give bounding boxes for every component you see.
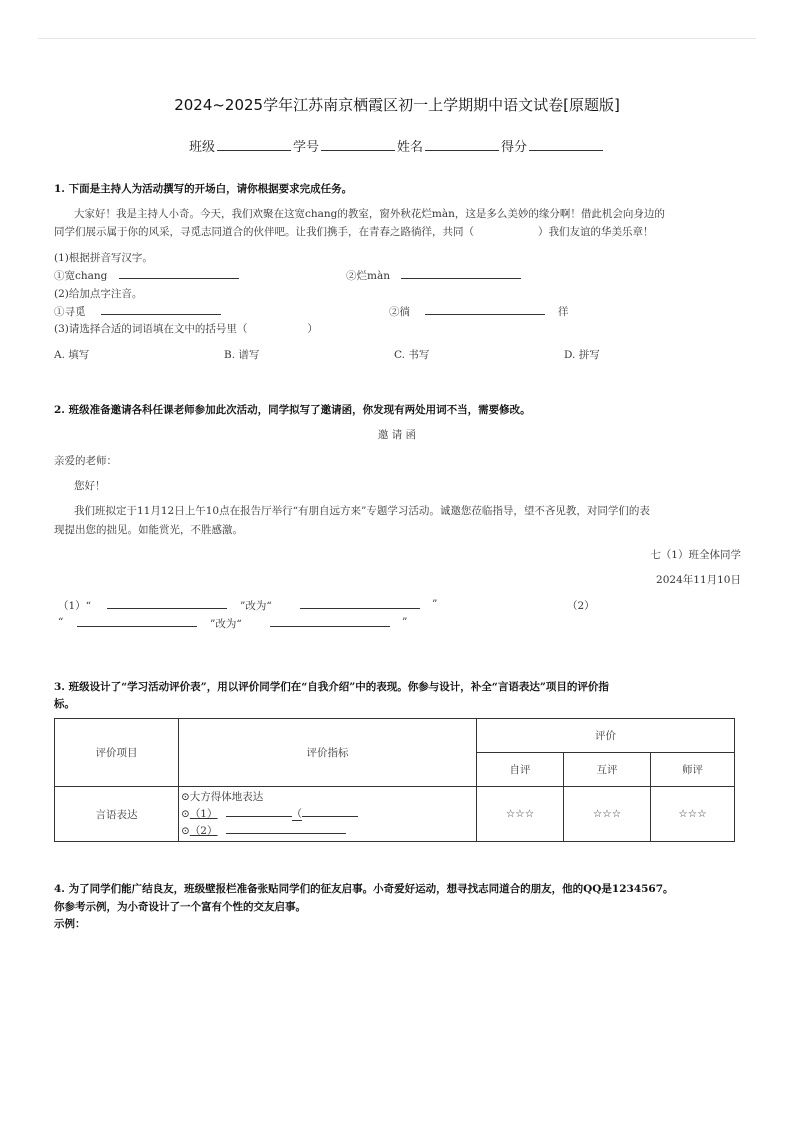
q1-sub2-b: ②徜 — [389, 306, 410, 318]
id-blank[interactable] — [321, 138, 395, 151]
indicator-3-label: （2） — [189, 824, 218, 837]
self-rating-stars[interactable]: ☆☆☆ — [477, 787, 564, 842]
id-label: 学号 — [292, 140, 319, 155]
top-divider — [38, 38, 756, 39]
q1-sub3-b: ） — [307, 323, 318, 335]
q1-option-d[interactable]: D. 拼写 — [564, 349, 600, 361]
q1-option-c[interactable]: C. 书写 — [394, 349, 430, 361]
q2-fix2-blank-a[interactable] — [77, 616, 197, 627]
q2-fix2-blank-b[interactable] — [270, 616, 390, 627]
q2-body-line1: 我们班拟定于11月12日上午10点在报告厅举行“有朋自远方来”专题学习活动。诚邀您莅临指导，望不吝见教，对同学们的表 — [74, 505, 650, 517]
q1-para-line2-b: ）我们友谊的华美乐章！ — [538, 226, 654, 238]
q2-fix2-label: （2） — [567, 600, 595, 612]
q2-salutation: 亲爱的老师： — [54, 455, 117, 467]
score-label: 得分 — [501, 140, 528, 155]
q1-para-line1: 大家好！我是主持人小奇。今天，我们欢聚在这宽chang的教室，窗外秋花烂màn，这是多么美妙的缘分啊！借此机会向身边的 — [74, 208, 665, 220]
q1-para-line2-a: 同学们展示属于你的风采，寻觅志同道合的伙伴吧。让我们携手，在青春之路徜徉，共同（ — [54, 226, 474, 238]
q4-example-label: 示例： — [54, 918, 86, 930]
sub-teacher-header: 师评 — [651, 753, 735, 787]
indicator-2-blank-a[interactable] — [226, 806, 292, 817]
indicator-cell — [179, 787, 477, 842]
q1-sub2-a-blank[interactable] — [101, 304, 221, 315]
q1-sub1-a: ①宽chang — [54, 270, 108, 282]
q1-sub3-a: (3)请选择合适的词语填在文中的括号里（ — [54, 323, 248, 335]
q1-sub3 — [54, 321, 318, 336]
q1-sub2-a: ①寻觅 — [54, 306, 86, 318]
q2-body-line2: 现提出您的拙见。如能赏光，不胜感激。 — [54, 524, 243, 536]
q2-fix2-open: “ — [58, 616, 64, 628]
indicator-1: ⊙大方得体地表达 — [181, 790, 264, 803]
col-item-header: 评价项目 — [55, 719, 179, 787]
q1-option-a[interactable]: A. 填写 — [54, 349, 90, 361]
peer-rating-stars[interactable]: ☆☆☆ — [564, 787, 651, 842]
col-index-header: 评价指标 — [179, 719, 477, 787]
q2-fix1-open: （1）“ — [58, 600, 92, 612]
q2-heading: 2. 班级准备邀请各科任课老师参加此次活动，同学拟写了邀请函，你发现有两处用词不当，需要修改。 — [54, 404, 531, 416]
q1-sub1: (1)根据拼音写汉字。 — [54, 252, 153, 264]
q2-fix1-blank-b[interactable] — [300, 598, 420, 609]
q2-fix2-mid: ”改为“ — [210, 618, 242, 630]
q3-heading-line2: 标。 — [54, 698, 75, 710]
q1-sub2-b-blank[interactable] — [425, 304, 545, 315]
row-item-label: 言语表达 — [55, 787, 179, 842]
q2-fix2-close: ” — [402, 616, 408, 628]
q1-para-line2 — [54, 224, 654, 239]
indicator-3-prefix: ⊙ — [181, 824, 190, 837]
indicator-2 — [181, 806, 476, 823]
student-info-line — [0, 136, 794, 155]
q1-sub1-b-blank[interactable] — [401, 268, 521, 279]
q2-date: 2024年11月10日 — [656, 574, 741, 586]
class-blank[interactable] — [217, 138, 291, 151]
q1-option-b[interactable]: B. 谱写 — [224, 349, 260, 361]
q4-heading-line1: 4. 为了同学们能广结良友，班级壁报栏准备张贴同学们的征友启事。小奇爱好运动，想寻找志同道合的朋友，他的QQ是1234567。 — [54, 883, 674, 895]
sub-peer-header: 互评 — [564, 753, 651, 787]
teacher-rating-stars[interactable]: ☆☆☆ — [651, 787, 735, 842]
q4-heading-line2: 你参考示例，为小奇设计了一个富有个性的交友启事。 — [54, 901, 306, 913]
indicator-3 — [181, 823, 476, 840]
class-label: 班级 — [188, 140, 215, 155]
q2-greeting: 您好！ — [74, 480, 106, 492]
evaluation-table — [54, 718, 735, 842]
q2-fix1-mid: ”改为“ — [240, 600, 272, 612]
page-title: 2024~2025学年江苏南京栖霞区初一上学期期中语文试卷[原题版] — [174, 96, 620, 114]
q1-sub2-b-tail: 徉 — [558, 306, 569, 318]
indicator-2-prefix: ⊙ — [181, 807, 190, 820]
q1-heading: 1. 下面是主持人为活动撰写的开场白，请你根据要求完成任务。 — [54, 183, 353, 195]
q2-signature: 七（1）班全体同学 — [650, 549, 741, 561]
indicator-3-blank[interactable] — [226, 823, 346, 834]
sub-self-header: 自评 — [477, 753, 564, 787]
name-blank[interactable] — [425, 138, 499, 151]
indicator-2-label: （1） — [189, 807, 218, 820]
name-label: 姓名 — [397, 140, 424, 155]
q2-letter-title: 邀 请 函 — [377, 429, 417, 441]
indicator-2-paren: （ — [291, 807, 302, 820]
q3-heading-line1: 3. 班级设计了“学习活动评价表”，用以评价同学们在“自我介绍”中的表现。你参与设计，补全“言语表达”项目的评价指 — [54, 681, 609, 693]
score-blank[interactable] — [529, 138, 603, 151]
q2-fix1-blank-a[interactable] — [107, 598, 227, 609]
col-eval-header: 评价 — [477, 719, 735, 753]
q2-fix1-close: ” — [432, 598, 438, 610]
indicator-2-blank-b[interactable] — [302, 806, 358, 817]
q1-sub1-b: ②烂màn — [346, 270, 390, 282]
q1-sub2: (2)给加点字注音。 — [54, 288, 143, 300]
q1-sub1-a-blank[interactable] — [119, 268, 239, 279]
